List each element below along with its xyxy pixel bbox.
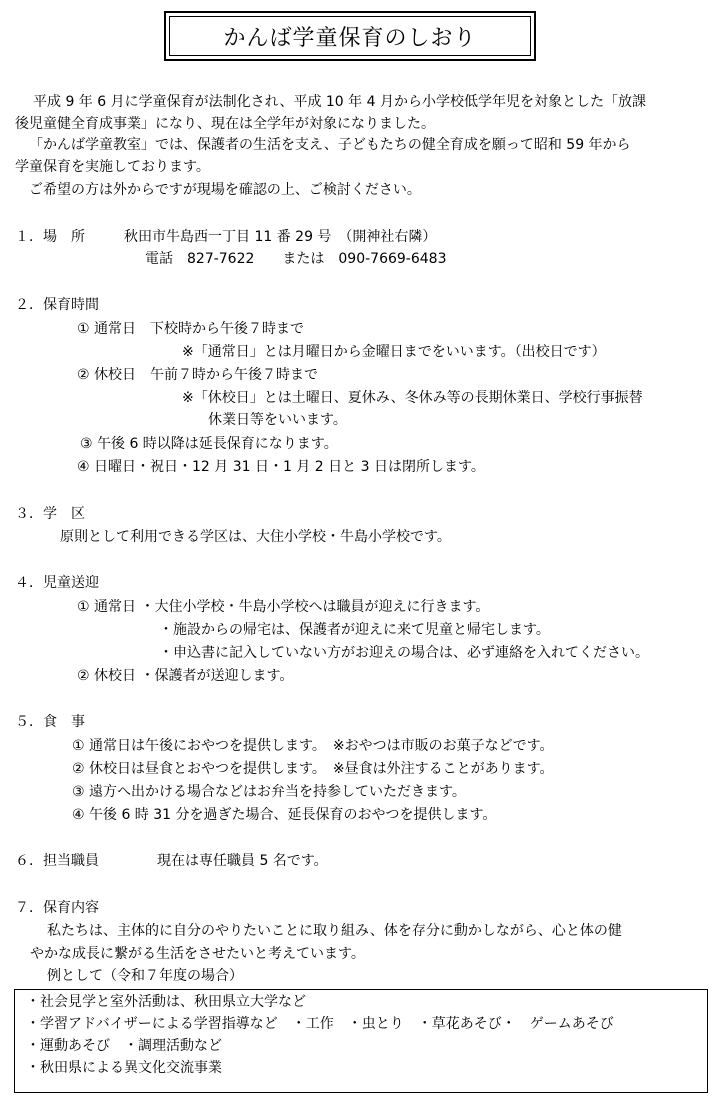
hours-item: ③ 午後 6 時以降は延長保育になります。 xyxy=(80,436,338,452)
hours-note: 休業日等をいいます。 xyxy=(208,412,347,428)
intro-line: 後児童健全育成事業」になり、現在は全学年が対象になりました。 xyxy=(15,116,435,132)
transport-item: ・施設からの帰宅は、保護者が迎えに来て児童と帰宅します。 xyxy=(159,622,550,638)
title-frame xyxy=(164,11,536,61)
intro-line: 「かんば学童教室」では、保護者の生活を支え、子どもたちの健全育成を願って昭和 59 年から xyxy=(29,137,631,153)
district-text: 原則として利用できる学区は、大住小学校・牛島小学校です。 xyxy=(60,529,451,545)
staff-text: 現在は専任職員 5 名です。 xyxy=(157,853,328,869)
section-heading-hours: ２．保育時間 xyxy=(15,297,99,313)
meals-item: ① 通常日は午後におやつを提供します。 ※おやつは市販のお菓子などです。 xyxy=(72,738,554,754)
activity-item: ・学習アドバイザーによる学習指導など ・工作 ・虫とり ・草花あそび・ ゲームあそび xyxy=(26,1016,614,1032)
intro-line: 学童保育を実施しております。 xyxy=(15,159,210,175)
meals-item: ③ 遠方へ出かける場合などはお弁当を持参していただきます。 xyxy=(72,784,466,800)
activity-item: ・秋田県による異文化交流事業 xyxy=(26,1060,222,1076)
address: 秋田市牛島西一丁目 11 番 29 号 （開神社右隣） xyxy=(124,229,437,245)
content-text: やかな成長に繋がる生活をさせたいと考えています。 xyxy=(30,946,365,962)
transport-item: ② 休校日 ・保護者が送迎します。 xyxy=(77,668,294,684)
intro-line: 平成 9 年 6 月に学童保育が法制化され、平成 10 年 4 月から小学校低学年児を対象とした「放課 xyxy=(33,94,646,110)
section-heading-content: ７．保育内容 xyxy=(15,900,99,916)
activity-item: ・運動あそび ・調理活動など xyxy=(26,1038,222,1054)
meals-item: ② 休校日は昼食とおやつを提供します。 ※昼食は外注することがあります。 xyxy=(72,761,554,777)
transport-item: ・申込書に記入していない方がお迎えの場合は、必ず連絡を入れてください。 xyxy=(159,645,649,661)
hours-item: ② 休校日 午前７時から午後７時まで xyxy=(77,367,318,383)
section-heading-staff: ６．担当職員 xyxy=(15,853,99,869)
content-text: 私たちは、主体的に自分のやりたいことに取り組み、体を存分に動かしながら、心と体の健 xyxy=(47,923,622,939)
meals-item: ④ 午後 6 時 31 分を過ぎた場合、延長保育のおやつを提供します。 xyxy=(72,807,497,823)
transport-item: ① 通常日 ・大住小学校・牛島小学校へは職員が迎えに行きます。 xyxy=(77,599,490,615)
hours-item: ① 通常日 下校時から午後７時まで xyxy=(77,321,305,337)
hours-item: ④ 日曜日・祝日・12 月 31 日・1 月 2 日と 3 日は閉所します。 xyxy=(77,459,485,475)
section-heading-district: ３．学 区 xyxy=(15,506,85,522)
example-label: 例として（令和７年度の場合） xyxy=(47,968,243,984)
phone-numbers: 電話 827-7622 または 090-7669-6483 xyxy=(145,251,447,267)
hours-note: ※「休校日」とは土曜日、夏休み、冬休み等の長期休業日、学校行事振替 xyxy=(182,390,643,406)
intro-line: ご希望の方は外からですが現場を確認の上、ご検討ください。 xyxy=(29,182,421,198)
section-heading-meals: ５．食 事 xyxy=(15,714,85,730)
section-heading-location: １．場 所 xyxy=(15,229,85,245)
activity-item: ・社会見学と室外活動は、秋田県立大学など xyxy=(26,994,306,1010)
section-heading-transport: ４．児童送迎 xyxy=(15,575,99,591)
document-title: かんば学童保育のしおり xyxy=(169,16,531,56)
hours-note: ※「通常日」とは月曜日から金曜日までをいいます。（出校日です） xyxy=(182,344,606,360)
